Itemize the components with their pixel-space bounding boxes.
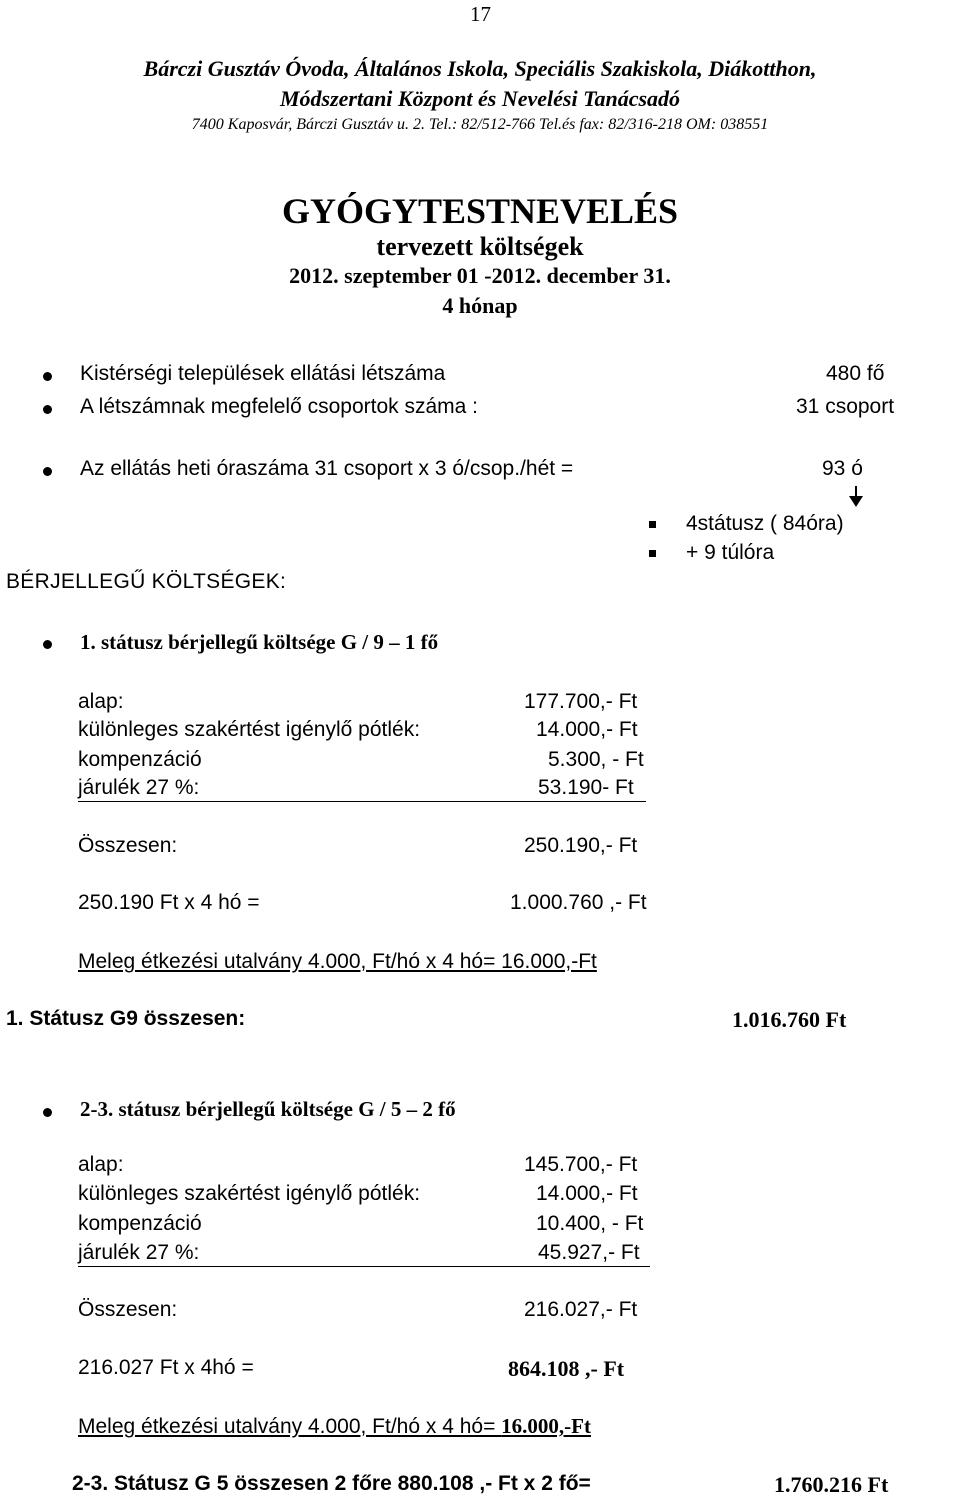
square-bullet-icon bbox=[649, 550, 656, 557]
period: 2012. szeptember 01 -2012. december 31. bbox=[289, 263, 671, 288]
summary-value: 31 csoport bbox=[796, 395, 895, 418]
cost-label: kompenzáció bbox=[78, 1212, 202, 1235]
meal-voucher-line bbox=[78, 1414, 591, 1439]
duration: 4 hónap bbox=[442, 293, 518, 318]
cost-label: járulék 27 %: bbox=[78, 1241, 200, 1264]
calc-value: 1.000.760 ,- Ft bbox=[510, 891, 647, 914]
cost-label: különleges szakértést igénylő pótlék: bbox=[78, 1182, 421, 1205]
total-label: Összesen: bbox=[78, 834, 178, 857]
summary-value: 480 fő bbox=[826, 362, 885, 385]
total-label: Összesen: bbox=[78, 1298, 178, 1321]
arrow-down-icon bbox=[846, 486, 866, 508]
cost-label: kompenzáció bbox=[78, 748, 202, 771]
underline-divider bbox=[78, 1266, 650, 1267]
cost-label: járulék 27 %: bbox=[78, 776, 200, 799]
total-value: 216.027,- Ft bbox=[524, 1298, 638, 1321]
cost-label: különleges szakértést igénylő pótlék: bbox=[78, 718, 421, 741]
letterhead-address: 7400 Kaposvár, Bárczi Gusztáv u. 2. Tel.: 82/512-766 Tel.és fax: 82/316-218 OM: 038551 bbox=[191, 116, 769, 133]
cost-value: 14.000,- Ft bbox=[536, 1182, 638, 1205]
cost-label: alap: bbox=[78, 1153, 124, 1176]
cost-value: 145.700,- Ft bbox=[524, 1153, 638, 1176]
letterhead-institution: Bárczi Gusztáv Óvoda, Általános Iskola, Speciális Szakiskola, Diákotthon, bbox=[143, 56, 817, 81]
grand-total-label: 1. Státusz G9 összesen: bbox=[6, 1007, 246, 1030]
page-subtitle: tervezett költségek bbox=[376, 232, 584, 261]
bullet-icon bbox=[43, 405, 52, 414]
status23-heading: 2-3. státusz bérjellegű költsége G / 5 – 2 fő bbox=[80, 1097, 456, 1121]
underline-divider bbox=[78, 801, 646, 802]
breakdown-item: + 9 túlóra bbox=[686, 541, 775, 564]
grand-total-value: 1.760.216 Ft bbox=[774, 1472, 889, 1497]
calc-label: 216.027 Ft x 4hó = bbox=[78, 1356, 254, 1379]
breakdown-item: 4státusz ( 84óra) bbox=[686, 512, 844, 535]
cost-label: alap: bbox=[78, 690, 124, 713]
bullet-icon bbox=[43, 467, 52, 476]
bullet-icon bbox=[43, 1108, 52, 1117]
page-title: GYÓGYTESTNEVELÉS bbox=[281, 191, 679, 231]
square-bullet-icon bbox=[649, 521, 656, 528]
cost-value: 177.700,- Ft bbox=[524, 690, 638, 713]
meal-voucher-amount: 16.000,-Ft bbox=[501, 1414, 591, 1438]
meal-voucher-text: Meleg étkezési utalvány 4.000, Ft/hó x 4 hó= bbox=[78, 1415, 502, 1438]
cost-value: 5.300, - Ft bbox=[548, 748, 644, 771]
section-heading: BÉRJELLEGŰ KÖLTSÉGEK: bbox=[6, 570, 287, 593]
summary-value: 93 ó bbox=[822, 457, 863, 480]
summary-label: Kistérségi települések ellátási létszáma bbox=[80, 362, 446, 385]
page-number: 17 bbox=[470, 2, 491, 26]
summary-label: Az ellátás heti óraszáma 31 csoport x 3 ó/csop./hét = bbox=[80, 457, 574, 480]
grand-total-value: 1.016.760 Ft bbox=[732, 1007, 847, 1032]
status1-heading: 1. státusz bérjellegű költsége G / 9 – 1 fő bbox=[80, 630, 439, 654]
total-value: 250.190,- Ft bbox=[524, 834, 638, 857]
meal-voucher-line: Meleg étkezési utalvány 4.000, Ft/hó x 4 hó= 16.000,-Ft bbox=[78, 950, 597, 973]
calc-value: 864.108 ,- Ft bbox=[508, 1356, 625, 1381]
bullet-icon bbox=[43, 372, 52, 381]
cost-value: 53.190- Ft bbox=[538, 776, 634, 799]
cost-value: 10.400, - Ft bbox=[536, 1212, 644, 1235]
cost-value: 45.927,- Ft bbox=[538, 1241, 640, 1264]
summary-label: A létszámnak megfelelő csoportok száma : bbox=[80, 395, 479, 418]
letterhead-subtitle: Módszertani Központ és Nevelési Tanácsadó bbox=[279, 86, 681, 111]
bullet-icon bbox=[43, 640, 52, 649]
calc-label: 250.190 Ft x 4 hó = bbox=[78, 891, 260, 914]
grand-total-label: 2-3. Státusz G 5 összesen 2 főre 880.108 ,- Ft x 2 fő= bbox=[72, 1472, 591, 1495]
cost-value: 14.000,- Ft bbox=[536, 718, 638, 741]
